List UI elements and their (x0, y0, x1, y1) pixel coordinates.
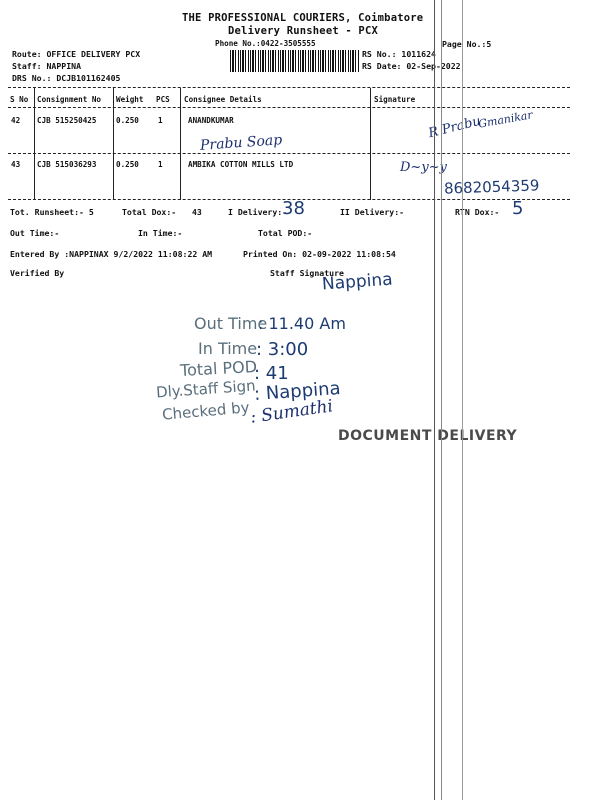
handwritten-signature: Gmanikar (477, 108, 534, 131)
entered-by: Entered By :NAPPINAX 9/2/2022 11:08:22 AM (10, 249, 213, 259)
barcode (230, 50, 360, 72)
sheet-title: Delivery Runsheet - PCX (228, 25, 378, 37)
phone-number: Phone No.:0422-3505555 (215, 39, 316, 48)
scan-fold-line (434, 0, 435, 800)
handwritten-receiver: Prabu Soap (199, 132, 283, 154)
scan-fold-line (462, 0, 463, 800)
in-time-label: In Time:- (138, 228, 183, 238)
row-sno: 43 (11, 160, 21, 169)
verified-by-label: Verified By (10, 268, 65, 278)
stamp-checked-by-value: : Sumathi (249, 396, 335, 428)
row-consignee: AMBIKA COTTON MILLS LTD (188, 160, 294, 169)
scan-fold-line (441, 0, 442, 800)
ii-delivery-label: II Delivery:- (340, 207, 405, 217)
divider (8, 107, 570, 108)
handwritten-signature: D~y~y (400, 160, 447, 175)
row-pcs: 1 (158, 116, 163, 125)
col-header-weight: Weight (116, 95, 144, 104)
rtn-dox-label: RTN Dox:- (455, 207, 500, 217)
stamp-total-pod-label: Total POD (179, 356, 258, 381)
stamp-staff-sign-label: Dly.Staff Sign (155, 376, 257, 402)
i-delivery-handwritten: 38 (282, 198, 305, 219)
col-header-pcs: PCS (156, 95, 170, 104)
column-line (34, 88, 35, 200)
rtn-dox-handwritten: 5 (512, 198, 524, 219)
col-header-signature: Signature (374, 95, 416, 104)
row-consignment: CJB 515250425 (37, 116, 97, 125)
rs-date: RS Date: 02-Sep-2022 (362, 61, 461, 71)
col-header-consignee: Consignee Details (184, 95, 262, 104)
handwritten-phone: 8682054359 (443, 176, 540, 198)
divider (8, 87, 570, 88)
stamp-in-time-value: : 3:00 (256, 339, 309, 360)
rs-number: RS No.: 1011624 (362, 49, 436, 59)
row-sno: 42 (11, 116, 21, 125)
divider (8, 153, 570, 154)
column-line (113, 88, 114, 200)
total-runsheet: Tot. Runsheet:- 5 (10, 207, 94, 217)
column-line (370, 88, 371, 200)
total-dox-value: 43 (192, 207, 202, 217)
row-consignee: ANANDKUMAR (188, 116, 234, 125)
total-pod-label: Total POD:- (258, 228, 313, 238)
route: Route: OFFICE DELIVERY PCX (12, 49, 141, 59)
drs-number: DRS No.: DCJB101162405 (12, 73, 121, 83)
row-weight: 0.250 (116, 160, 139, 169)
row-pcs: 1 (158, 160, 163, 169)
page-number: Page No.:5 (442, 39, 492, 49)
stamp-in-time-label: In Time (198, 339, 258, 358)
row-weight: 0.250 (116, 116, 139, 125)
printed-on: Printed On: 02-09-2022 11:08:54 (243, 249, 396, 259)
i-delivery-label: I Delivery:- (228, 207, 288, 217)
col-header-sno: S No (10, 95, 29, 104)
company-name: THE PROFESSIONAL COURIERS, Coimbatore (182, 12, 424, 24)
stamp-staff-sign-value: : Nappina (253, 378, 342, 405)
total-dox-label: Total Dox:- (122, 207, 177, 217)
column-line (180, 88, 181, 200)
staff-signature-handwritten: Nappina (321, 269, 394, 295)
stamp-total-pod-value: : 41 (254, 363, 289, 384)
stamp-out-time-value: : 11.40 Am (258, 314, 346, 333)
staff-signature-label: Staff Signature (270, 268, 344, 278)
out-time-label: Out Time:- (10, 228, 60, 238)
handwritten-signature: R Prabu (426, 113, 483, 142)
row-consignment: CJB 515036293 (37, 160, 97, 169)
stamp-checked-by-label: Checked by (161, 398, 251, 424)
stamp-out-time-label: Out Time (194, 314, 268, 333)
document-delivery-stamp: DOCUMENT DELIVERY (338, 428, 518, 444)
staff-name: Staff: NAPPINA (12, 61, 82, 71)
col-header-consignment: Consignment No (37, 95, 102, 104)
